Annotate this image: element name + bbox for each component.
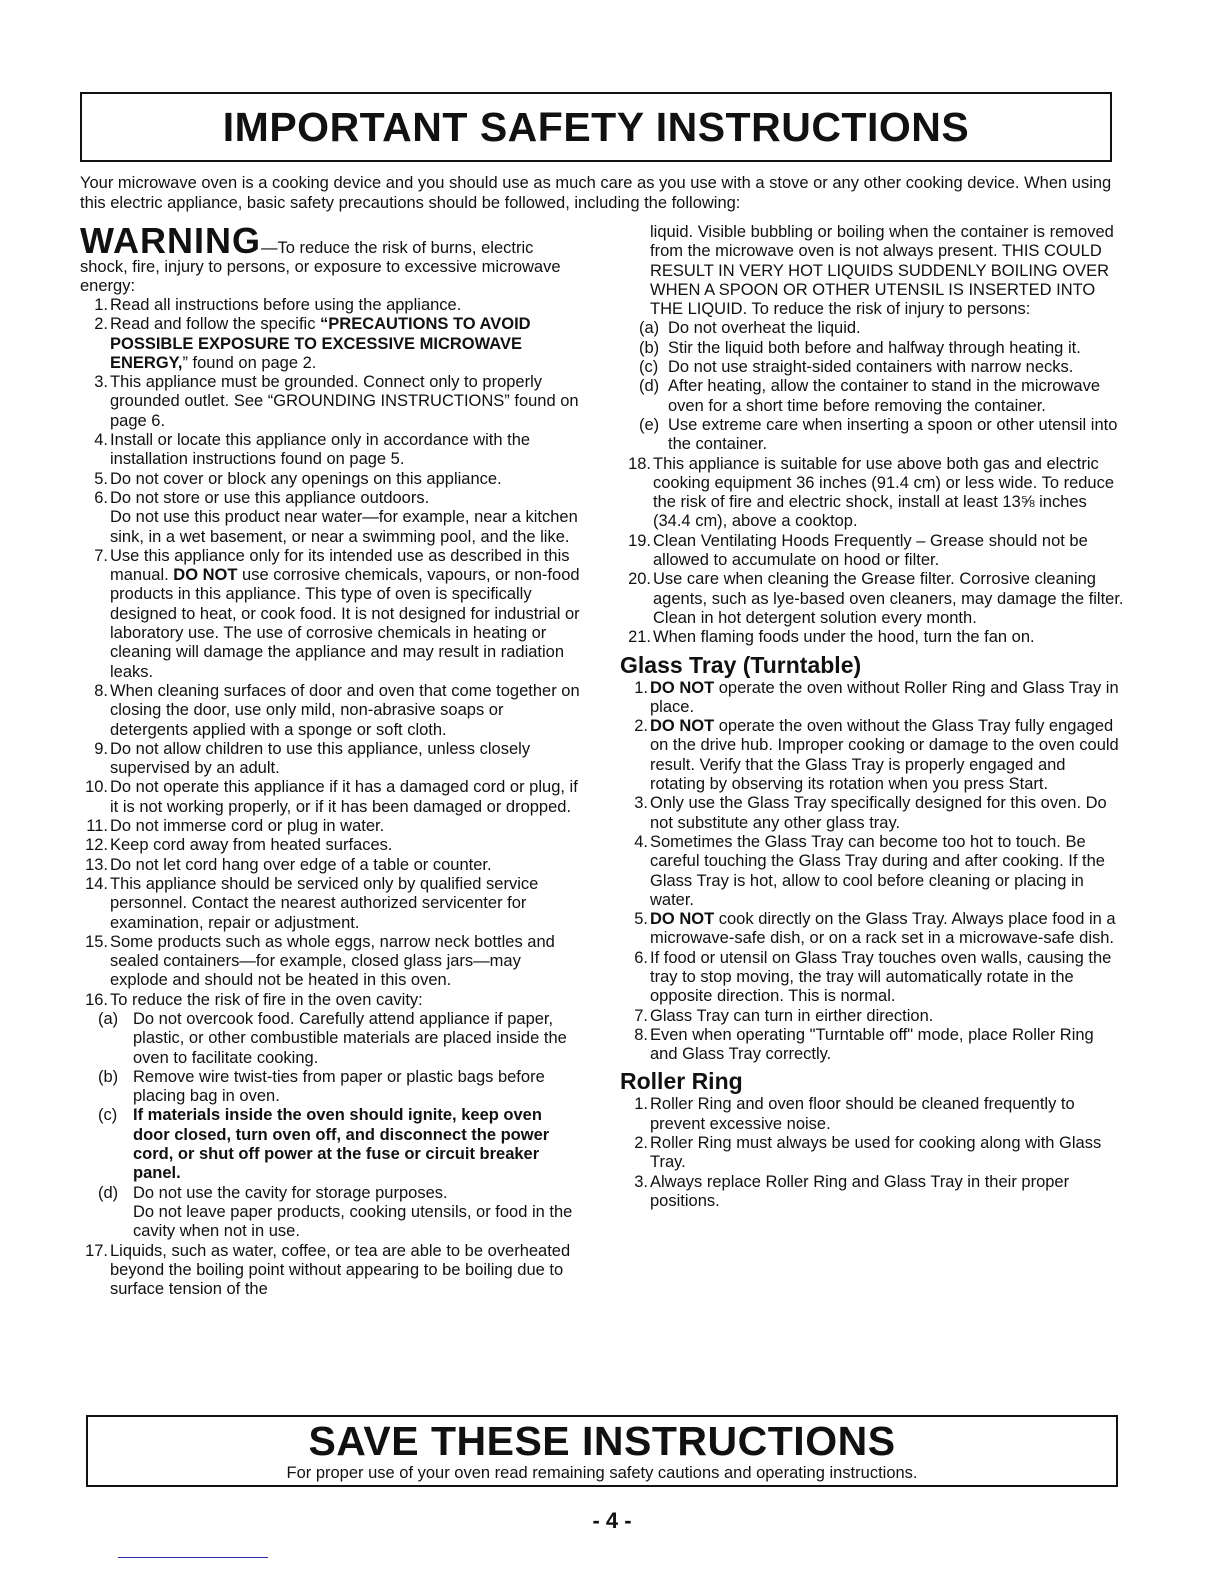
sub-item: (d) After heating, allow the container to stand in the microwave oven for a short time before removing the container.	[639, 377, 1100, 415]
list-item: 1. Roller Ring and oven floor should be cleaned frequently to prevent excessive noise.	[634, 1095, 1075, 1133]
warning-paragraph	[80, 220, 580, 296]
list-item: 9. Do not allow children to use this appliance, unless closely supervised by an adult.	[94, 739, 531, 778]
list-item: 1. DO NOT operate the oven without Roller Ring and Glass Tray in place.	[634, 678, 1119, 716]
sub-item: (e) Use extreme care when inserting a spoon or other utensil into the container.	[639, 415, 1118, 454]
list-item: 6. If food or utensil on Glass Tray touches oven walls, causing the tray to stop moving, the tray will automatically rotate in the opposite direction. This is normal.	[634, 948, 1112, 1006]
list-item: 17. Liquids, such as water, coffee, or tea are able to be overheated beyond the boiling point without appearing to be boiling due to surface tension of the	[85, 1241, 571, 1299]
list-item-continued: liquid. Visible bubbling or boiling when the container is removed from the microwave oven is not always present. THIS COULD RESULT IN VERY HOT LIQUIDS SUDDENLY BOILING OVER WHEN A SPOON OR OTHER UTENSIL IS INSERTED INTO THE LIQUID. To reduce the risk of injury to persons:	[650, 223, 1114, 319]
list-item: 10. Do not operate this appliance if it has a damaged cord or plug, if it is not working properly, or if it has been damaged or dropped.	[85, 778, 578, 816]
glass-tray-heading: Glass Tray (Turntable)	[620, 651, 862, 678]
sub-item: (c) If materials inside the oven should ignite, keep oven door closed, turn oven off, and disconnect the power cord, or shut off power at the fuse or circuit breaker panel.	[98, 1106, 550, 1183]
list-item: 18. This appliance is suitable for use above both gas and electric cooking equipment 36 inches (91.4 cm) or less wide. To reduce the risk of fire and electric shock, install at least 13⅝ inches (34.4 cm), above a cooktop.	[628, 454, 1115, 531]
warning-word: WARNING	[80, 220, 261, 261]
list-item: 2. Roller Ring must always be used for cooking along with Glass Tray.	[634, 1134, 1102, 1172]
title-box	[80, 92, 1112, 162]
list-item: 12. Keep cord away from heated surfaces.	[85, 836, 393, 855]
warning-text: —To reduce the risk of burns, electric shock, fire, injury to persons, or exposure to excessive microwave energy:	[80, 239, 561, 295]
left-column	[80, 220, 580, 1299]
save-title: SAVE THESE INSTRUCTIONS	[308, 1418, 896, 1464]
list-item: 19. Clean Ventilating Hoods Frequently – Grease should not be allowed to accumulate on hood or filter.	[628, 531, 1088, 570]
list-item: 14. This appliance should be serviced only by qualified service personnel. Contact the nearest authorized servicenter for examination, repair or adjustment.	[85, 874, 539, 932]
list-item: 1. Read all instructions before using the appliance.	[94, 296, 462, 314]
sub-item: (c) Do not use straight-sided containers with narrow necks.	[639, 358, 1074, 377]
list-item: 7. Use this appliance only for its intended use as described in this manual. DO NOT use corrosive chemicals, vapours, or non-food products in this appliance. This type of oven is specifically designed to heat, or cook food. It is not designed for industrial or laboratory use. The use of corrosive chemicals in heating or cleaning will damage the appliance and may result in radiation leaks.	[94, 546, 580, 681]
list-item: 2. Read and follow the specific “PRECAUTIONS TO AVOID POSSIBLE EXPOSURE TO EXCESSIVE MICROWAVE ENERGY,” found on page 2.	[94, 315, 531, 372]
list-item: 3. Always replace Roller Ring and Glass Tray in their proper positions.	[634, 1172, 1070, 1210]
page-title: IMPORTANT SAFETY INSTRUCTIONS	[222, 103, 970, 150]
sub-item: (b) Stir the liquid both before and halfway through heating it.	[639, 338, 1081, 357]
list-item: 4. Sometimes the Glass Tray can become too hot to touch. Be careful touching the Glass Tray during and after cooking. If the Glass Tray is hot, allow to cool before cleaning or placing in water.	[634, 832, 1105, 909]
list-item: 5. DO NOT cook directly on the Glass Tray. Always place food in a microwave-safe dish, or on a rack set in a microwave-safe dish.	[634, 910, 1116, 948]
sub-item: (d) Do not use the cavity for storage purposes. Do not leave paper products, cooking utensils, or food in the cavity when not in use.	[98, 1183, 573, 1241]
sub-item: (b) Remove wire twist-ties from paper or plastic bags before placing bag in oven.	[98, 1067, 545, 1106]
list-item: 15. Some products such as whole eggs, narrow neck bottles and sealed containers—for example, closed glass jars—may explode and should not be heated in this oven.	[85, 932, 555, 990]
footer-divider	[118, 1557, 268, 1558]
list-item: 6. Do not store or use this appliance outdoors. Do not use this product near water—for example, near a kitchen sink, in a wet basement, or near a swimming pool, and the like.	[94, 488, 578, 546]
list-item: 13. Do not let cord hang over edge of a table or counter.	[85, 855, 492, 874]
list-item: 3. This appliance must be grounded. Connect only to properly grounded outlet. See “GROUNDING INSTRUCTIONS” found on page 6.	[94, 373, 579, 430]
sub-item: (a) Do not overcook food. Carefully attend appliance if paper, plastic, or other combustible materials are placed inside the oven to facilitate cooking.	[98, 1009, 567, 1067]
list-item: 16. To reduce the risk of fire in the oven cavity:	[85, 990, 423, 1009]
list-item: 11. Do not immerse cord or plug in water.	[86, 817, 385, 836]
list-item: 5. Do not cover or block any openings on this appliance.	[94, 469, 502, 488]
list-item: 7. Glass Tray can turn in eirther direction.	[634, 1006, 934, 1025]
list-item: 4. Install or locate this appliance only in accordance with the installation instructions found on page 5.	[94, 431, 531, 469]
right-column	[620, 223, 1125, 1211]
sub-item: (a) Do not overheat the liquid.	[639, 319, 861, 338]
save-instructions-box	[86, 1415, 1118, 1487]
list-item: 8. When cleaning surfaces of door and oven that come together on closing the door, use only mild, non-abrasive soaps or detergents applied with a sponge or soft cloth.	[94, 681, 580, 739]
list-item: 2. DO NOT operate the oven without the Glass Tray fully engaged on the drive hub. Improper cooking or damage to the oven could result. Verify that the Glass Tray is properly engaged and rotating by observing its rotation when you press Start.	[634, 717, 1119, 794]
roller-ring-heading: Roller Ring	[620, 1068, 743, 1095]
list-item: 8. Even when operating "Turntable off" mode, place Roller Ring and Glass Tray correctly.	[634, 1025, 1094, 1064]
list-item: 3. Only use the Glass Tray specifically designed for this oven. Do not substitute any other glass tray.	[634, 794, 1107, 832]
intro-paragraph: Your microwave oven is a cooking device and you should use as much care as you use with a stove or any other cooking device. When using this electric appliance, basic safety precautions should be followed, including the following:	[80, 174, 1112, 212]
page-number: - 4 -	[592, 1508, 632, 1533]
list-item: 20. Use care when cleaning the Grease filter. Corrosive cleaning agents, such as lye-based oven cleaners, may damage the filter. Clean in hot detergent solution every month.	[628, 570, 1124, 627]
save-subtitle: For proper use of your oven read remaining safety cautions and operating instructions.	[286, 1464, 918, 1482]
list-item: 21. When flaming foods under the hood, turn the fan on.	[628, 628, 1035, 647]
